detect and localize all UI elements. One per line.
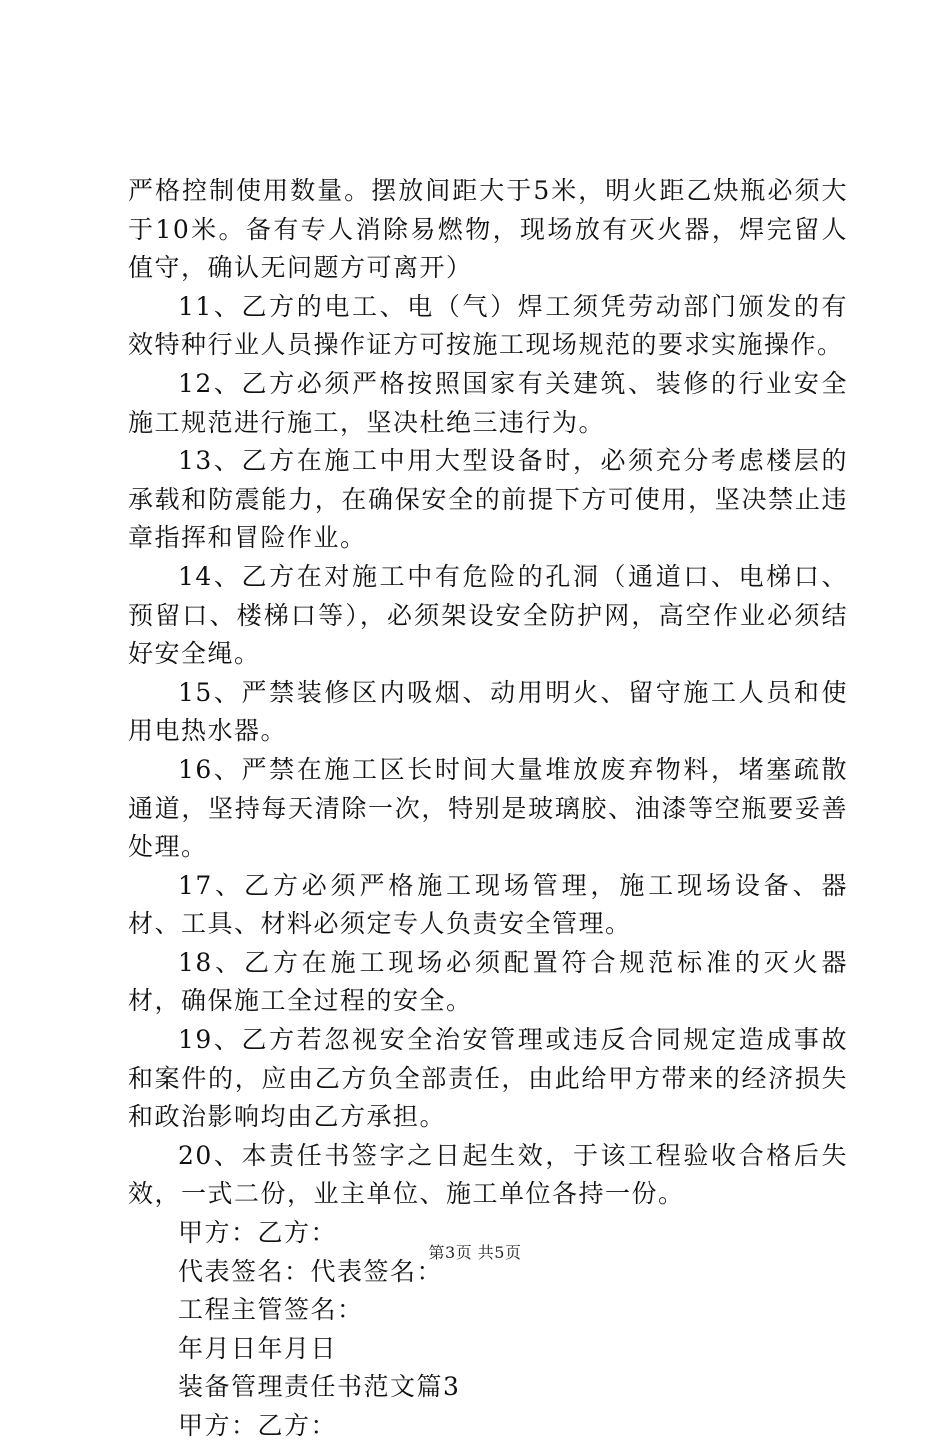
clause-15: 15、严禁装修区内吸烟、动用明火、留守施工人员和使用电热水器。: [128, 677, 848, 746]
clause-13: 13、乙方在施工中用大型设备时，必须充分考虑楼层的承载和防震能力，在确保安全的前提下方可使用，坚决禁止违章指挥和冒险作业。: [128, 446, 848, 553]
party-line-2: 甲方：乙方：: [178, 1411, 338, 1440]
clause-17: 17、乙方必须严格施工现场管理，施工现场设备、器材、工具、材料必须定专人负责安全管理。: [128, 870, 848, 939]
clause-14: 14、乙方在对施工中有危险的孔洞（通道口、电梯口、预留口、楼梯口等），必须架设安全防护网，高空作业必须结好安全绳。: [128, 561, 848, 669]
representative-signature-line: 代表签名：代表签名：: [178, 1256, 444, 1286]
date-line: 年月日年月日: [178, 1333, 338, 1363]
clause-20: 20、本责任书签字之日起生效，于该工程验收合格后失效，一式二份，业主单位、施工单位各持一份。: [128, 1140, 848, 1209]
section-title: 装备管理责任书范文篇3: [178, 1372, 461, 1402]
page-footer: 第3页 共5页: [428, 1243, 522, 1262]
clause-16: 16、严禁在施工区长时间大量堆放废弃物料，堵塞疏散通道，坚持每天清除一次，特别是玻璃胶、油漆等空瓶要妥善处理。: [128, 754, 848, 862]
party-line: 甲方：乙方：: [178, 1218, 338, 1248]
clause-19: 19、乙方若忽视安全治安管理或违反合同规定造成事故和案件的，应由乙方负全部责任，由此给甲方带来的经济损失和政治影响均由乙方承担。: [128, 1025, 848, 1132]
paragraph-continuation: 严格控制使用数量。摆放间距大于5米，明火距乙炔瓶必须大于10米。备有专人消除易燃物，现场放有灭火器，焊完留人值守，确认无问题方可离开）: [128, 176, 848, 283]
supervisor-signature-line: 工程主管签名：: [178, 1295, 364, 1325]
clause-11: 11、乙方的电工、电（气）焊工须凭劳动部门颁发的有效特种行业人员操作证方可按施工现场规范的要求实施操作。: [128, 291, 848, 360]
clause-18: 18、乙方在施工现场必须配置符合规范标准的灭火器材，确保施工全过程的安全。: [128, 947, 848, 1016]
clause-12: 12、乙方必须严格按照国家有关建筑、装修的行业安全施工规范进行施工，坚决杜绝三违行为。: [128, 368, 848, 437]
